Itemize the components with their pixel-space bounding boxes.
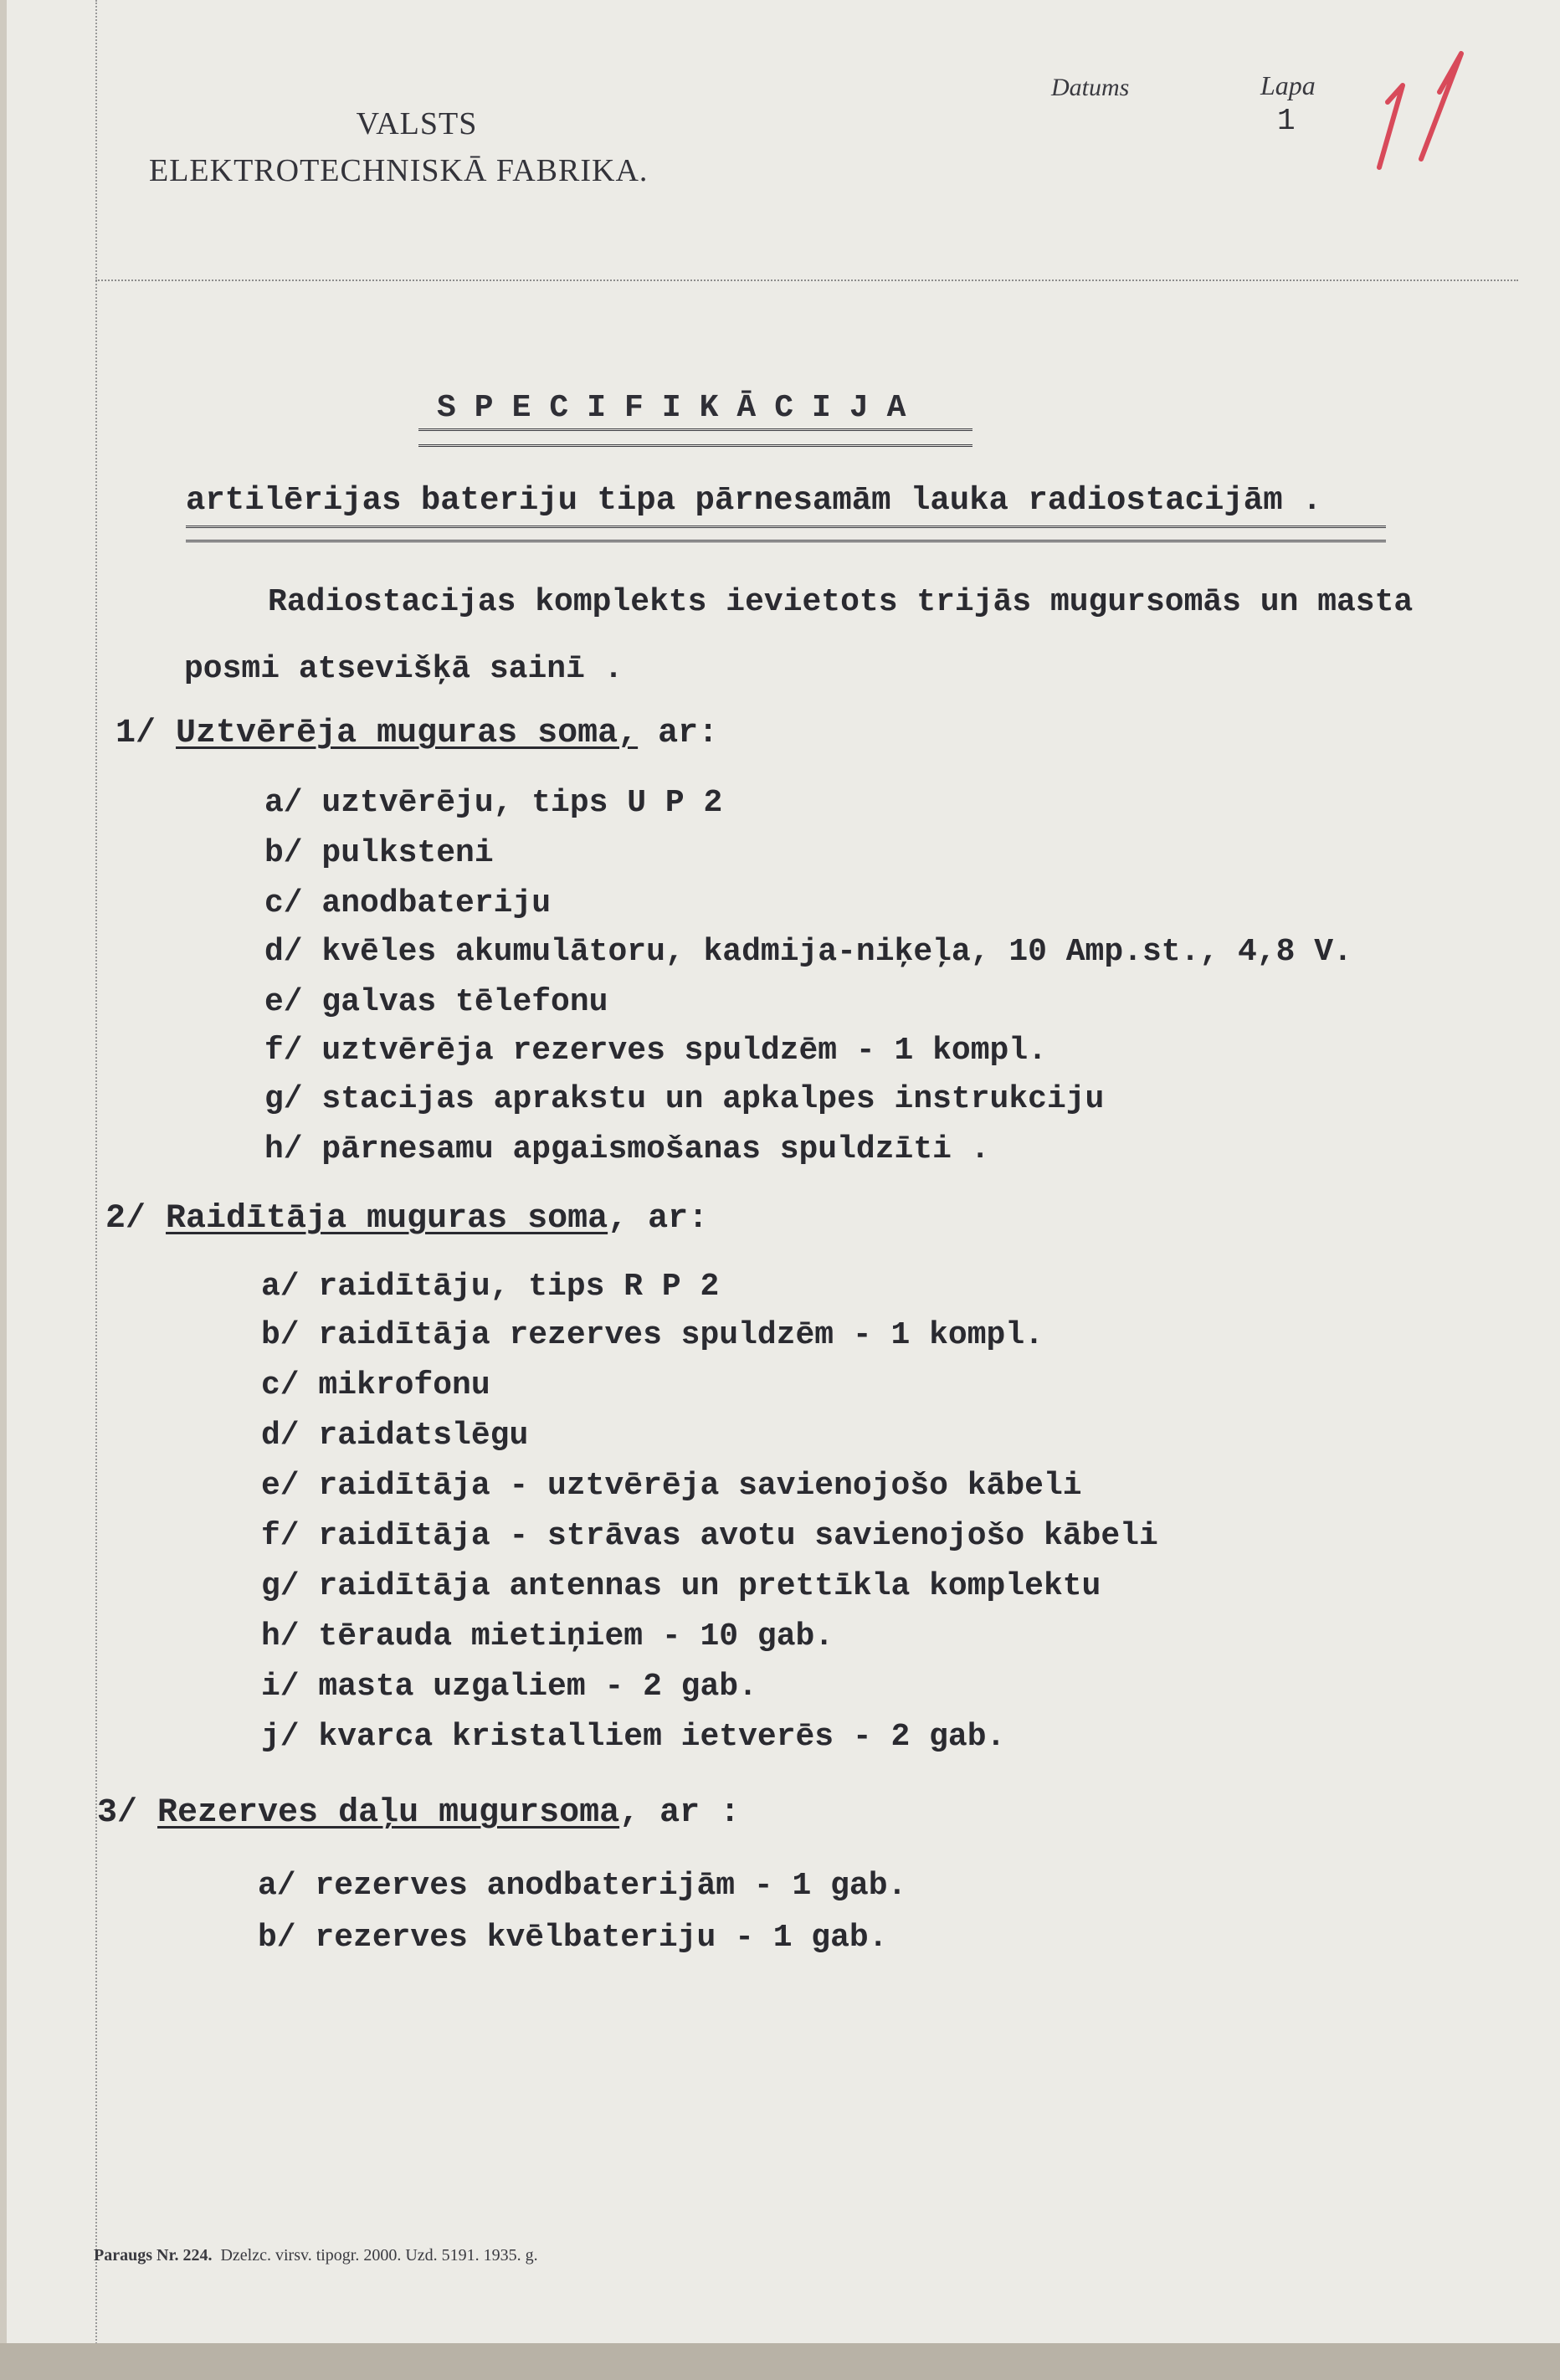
section-suffix: , ar: <box>608 1200 709 1238</box>
list-item: f/ raidītāja - strāvas avotu savienojošo kābeli <box>261 1518 1158 1554</box>
intro-line-2: posmi atsevišķā sainī . <box>184 651 623 687</box>
list-item: d/ kvēles akumulātoru, kadmija-niķeļa, 10 Amp.st., 4,8 V. <box>264 934 1352 970</box>
list-item: h/ tērauda mietiņiem - 10 gab. <box>261 1618 834 1654</box>
section-number: 3/ <box>97 1794 138 1832</box>
list-item: b/ raidītāja rezerves spuldzēm - 1 kompl. <box>261 1317 1044 1353</box>
company-line-2: ELEKTROTECHNISKĀ FABRIKA. <box>149 153 649 188</box>
section-number: 1/ <box>115 715 157 752</box>
list-item: c/ anodbateriju <box>264 885 552 921</box>
page-number: 1 <box>1277 104 1296 138</box>
title-underline <box>418 428 972 447</box>
document-subtitle: artilērijas bateriju tipa pārnesamām lauka radiostacijām . <box>186 482 1322 519</box>
subtitle-underline <box>186 526 1386 542</box>
list-item: b/ rezerves kvēlbateriju - 1 gab. <box>258 1920 888 1956</box>
list-item: d/ raidatslēgu <box>261 1418 529 1454</box>
company-name <box>149 100 685 194</box>
list-item: g/ raidītāja antennas un prettīkla komplektu <box>261 1568 1101 1604</box>
company-line-1: VALSTS <box>356 106 478 141</box>
section-name: Raidītāja muguras soma <box>166 1200 608 1238</box>
list-item: g/ stacijas aprakstu un apkalpes instrukciju <box>264 1081 1105 1117</box>
list-item: e/ galvas tēlefonu <box>264 984 608 1020</box>
datums-label: Datums <box>1051 74 1130 101</box>
list-item: h/ pārnesamu apgaismošanas spuldzīti . <box>264 1131 990 1167</box>
background-surface <box>0 2343 1560 2380</box>
list-item: j/ kvarca kristalliem ietverēs - 2 gab. <box>261 1719 1006 1755</box>
list-item: a/ uztvērēju, tips U P 2 <box>264 785 723 821</box>
section-2-heading <box>105 1200 708 1238</box>
intro-line-1: Radiostacijas komplekts ievietots trijās mugursomās un masta <box>268 584 1414 620</box>
list-item: i/ masta uzgaliem - 2 gab. <box>261 1669 757 1705</box>
print-footer <box>94 2246 538 2265</box>
list-item: f/ uztvērēja rezerves spuldzēm - 1 kompl. <box>264 1033 1047 1069</box>
lapa-label: Lapa <box>1260 70 1316 100</box>
margin-line <box>95 0 97 2380</box>
section-suffix: , ar : <box>619 1794 741 1832</box>
document-title: SPECIFIKĀCIJA <box>437 390 925 426</box>
list-item: a/ raidītāju, tips R P 2 <box>261 1269 720 1305</box>
header-divider <box>95 280 1518 281</box>
list-item: e/ raidītāja - uztvērēja savienojošo kābeli <box>261 1468 1082 1504</box>
section-number: 2/ <box>105 1200 146 1238</box>
section-1-heading <box>115 715 718 752</box>
list-item: b/ pulksteni <box>264 835 494 871</box>
document-page <box>7 0 1560 2380</box>
list-item: a/ rezerves anodbaterijām - 1 gab. <box>258 1868 907 1904</box>
section-3-heading <box>97 1794 740 1832</box>
printer-info: Dzelzc. virsv. tipogr. 2000. Uzd. 5191. 1935. g. <box>220 2246 538 2265</box>
list-item: c/ mikrofonu <box>261 1367 490 1403</box>
section-name: Uztvērēja muguras soma, <box>176 715 639 752</box>
section-suffix: ar: <box>638 715 719 752</box>
handwritten-page-number <box>1362 42 1488 184</box>
form-number: Paraugs Nr. 224. <box>94 2246 213 2265</box>
section-name: Rezerves daļu mugursoma <box>157 1794 620 1832</box>
